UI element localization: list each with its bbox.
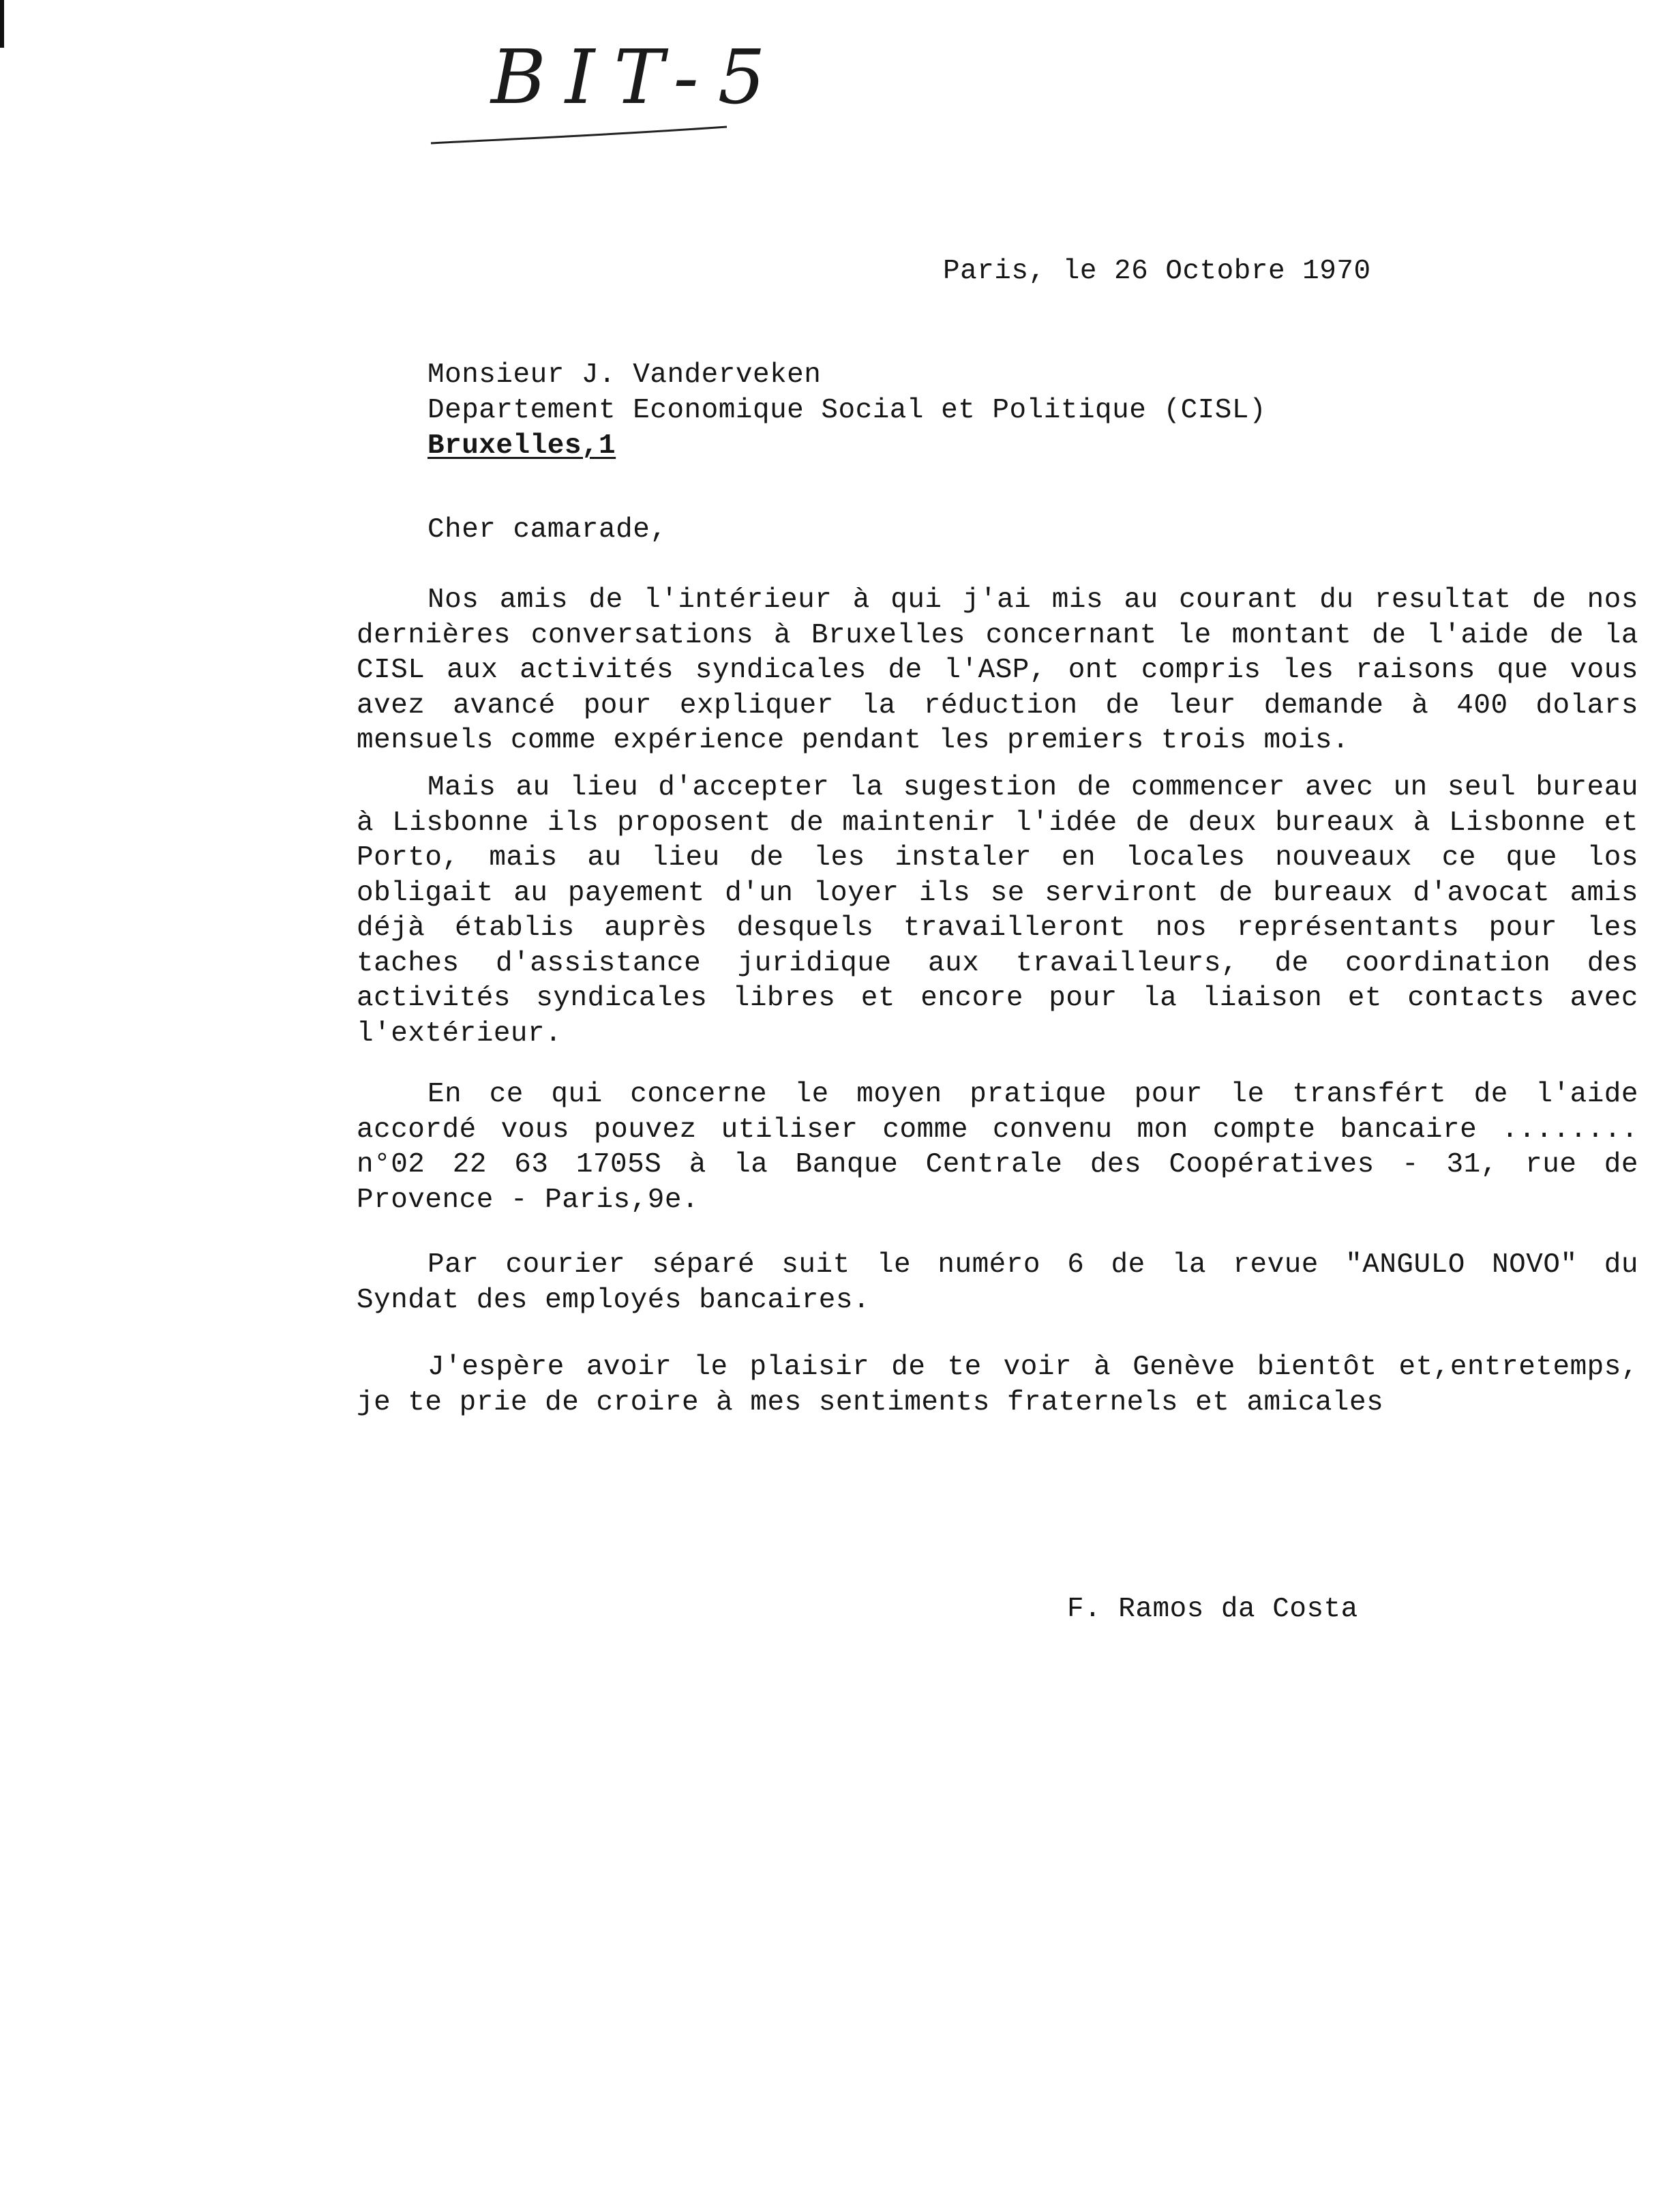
body-paragraph: Par courier séparé suit le numéro 6 de la revue "ANGULO NOVO" du Syndat des employés bancaires. — [357, 1249, 1638, 1316]
signature-name: F. Ramos da Costa — [1067, 1594, 1358, 1625]
date-line: Paris, le 26 Octobre 1970 — [943, 256, 1371, 287]
recipient-city: Bruxelles,1 — [427, 430, 616, 462]
salutation: Cher camarade, — [427, 514, 668, 546]
handwritten-reference-note: BIT-5 — [491, 33, 785, 121]
body-paragraph: En ce qui concerne le moyen pratique pour le transfért de l'aide accordé vous pouvez utiliser comme convenu mon compte bancaire ........ n°02 22 63 1705S à la Banque Centrale des Coopératives - 31, rue de Provence - Paris,9e. — [357, 1079, 1638, 1216]
recipient-department: Departement Economique Social et Politique (CISL) — [427, 395, 1267, 426]
handwritten-underline — [430, 123, 730, 150]
scan-edge-mark — [0, 0, 4, 48]
recipient-name: Monsieur J. Vanderveken — [427, 359, 822, 391]
body-paragraph: Mais au lieu d'accepter la sugestion de commencer avec un seul bureau à Lisbonne ils proposent de maintenir l'idée de deux bureaux à Lisbonne et Porto, mais au lieu de les instaler en locales nouveaux ce que los obligait au payement d'un loyer ils se serviront de bureaux d'avocat amis déjà établis auprès desquels travailleront nos représentants pour les taches d'assistance juridique aux travailleurs, de coordination des activités syndicales libres et encore pour la liaison et contacts avec l'extérieur. — [357, 772, 1638, 1049]
body-paragraph: Nos amis de l'intérieur à qui j'ai mis au courant du resultat de nos dernières conversations à Bruxelles concernant le montant de l'aide de la CISL aux activités syndicales de l'ASP, ont compris les raisons que vous avez avancé pour expliquer la réduction de leur demande à 400 dolars mensuels comme expérience pendant les premiers trois mois. — [357, 584, 1638, 756]
closing-paragraph: J'espère avoir le plaisir de te voir à Genève bientôt et,entretemps, je te prie de croire à mes sentiments fraternels et amicales — [357, 1352, 1638, 1418]
